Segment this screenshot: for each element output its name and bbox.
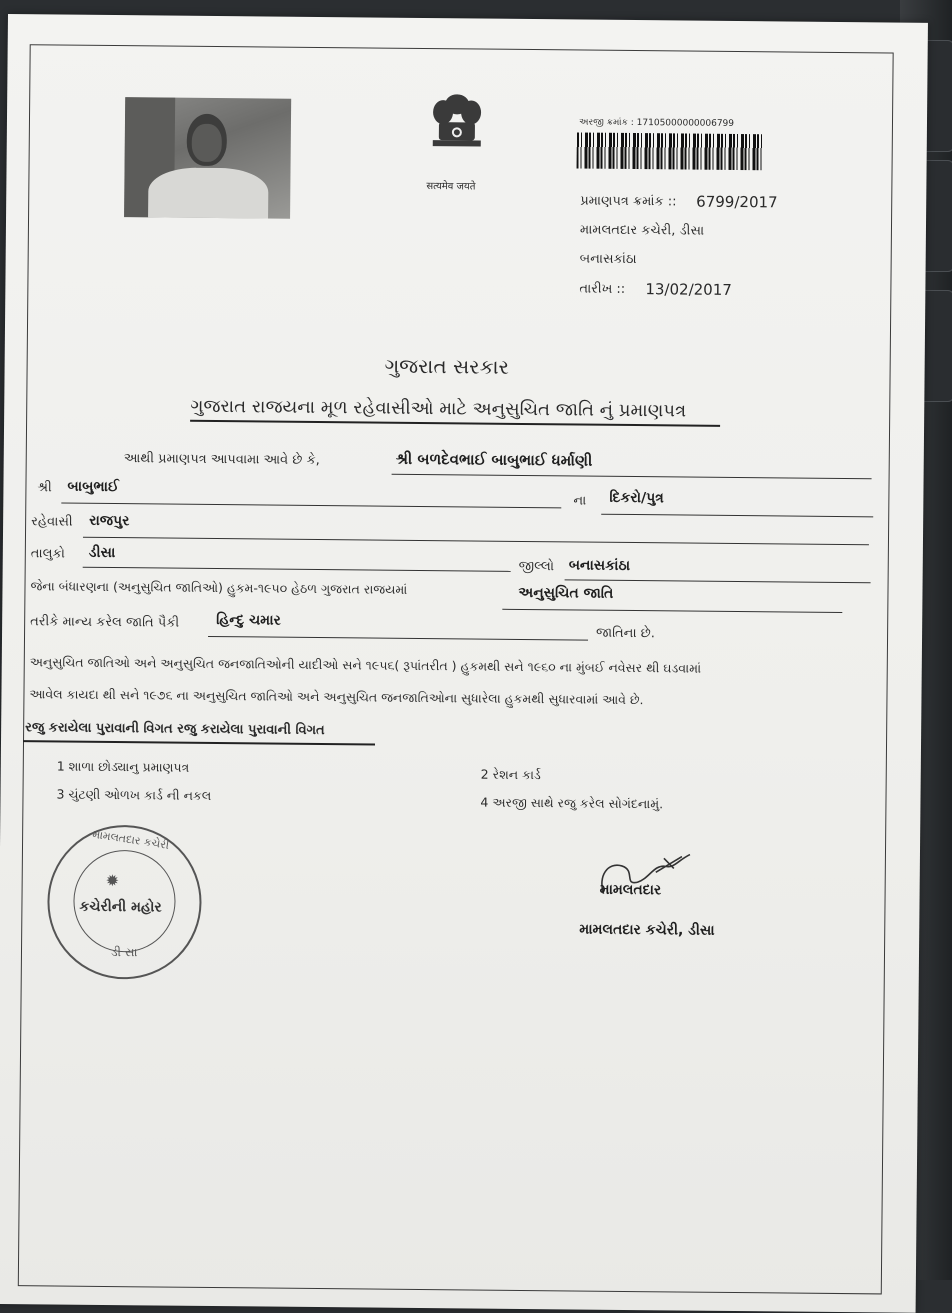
signature-office: મામલતદાર કચેરી, ડીસા	[579, 921, 715, 939]
evidence-item: 4 અરજી સાથે રજુ કરેલ સોગંદનામું.	[480, 794, 664, 812]
applicant-photo	[124, 97, 291, 219]
paragraph-line-2: આવેલ કાયદા થી સને ૧૯૭૬ ના અનુસુચિત જાતિઓ અને અનુસુચિત જનજાતિઓના સુધારેલા હુકમથી સુધારવામાં આવે છે.	[29, 686, 644, 708]
order-text: જેના બંધારણના (અનુસુચિત જાતિઓ) હુકમ-૧૯૫૦ હેઠળ ગુજરાત રાજયમાં	[30, 578, 408, 597]
intro-text: આથી પ્રમાણપત્ર આપવામા આવે છે કે,	[123, 451, 320, 469]
header-district: બનાસકાંઠા	[579, 251, 637, 268]
district-label: જીલ્લો	[518, 558, 555, 575]
order-value: અનુસુચિત જાતિ	[518, 584, 614, 602]
certificate-title: ગુજરાત રાજયના મૂળ રહેવાસીઓ માટે અનુસુચિત જાતિ નું પ્રમાણપત્ર	[190, 395, 687, 422]
evidence-item: 3 ચુંટણી ઓળખ કાર્ડ ની નકલ	[56, 786, 212, 803]
emblem-motto: सत्यमेव जयते	[426, 181, 476, 193]
resident-label: રહેવાસી	[31, 514, 73, 530]
office-name: મામલતદાર કચેરી, ડીસા	[579, 222, 705, 239]
caste-value: હિન્દુ ચમાર	[216, 612, 281, 629]
certificate-no-label: પ્રમાણપત્ર ક્રમાંક ::	[580, 193, 677, 210]
recognized-label: તરીકે માન્ય કરેલ જાતિ પૈકી	[30, 614, 180, 631]
father-label: શ્રી	[37, 480, 52, 496]
government-title: ગુજરાત સરકાર	[384, 353, 510, 379]
certificate-no: 6799/2017	[696, 192, 778, 212]
relation-label: ના	[573, 493, 587, 509]
national-emblem-icon	[420, 88, 493, 175]
seal-center-text: કચેરીની મહોર	[79, 898, 162, 916]
applicant-name: શ્રી બળદેવભાઈ બાબુભાઈ ધર્માણી	[395, 449, 593, 470]
signature-title: મામલતદાર	[599, 881, 662, 899]
issue-date: 13/02/2017	[645, 280, 732, 299]
taluka-label: તાલુકો	[30, 546, 65, 562]
evidence-item: 1 શાળા છોડ્યાનુ પ્રમાણપત્ર	[56, 758, 190, 775]
taluka-value: ડીસા	[88, 544, 116, 562]
seal-ring-text: મામલતદાર કચેરી	[91, 827, 170, 852]
barcode	[577, 132, 763, 170]
father-name: બાબુભાઈ	[67, 478, 119, 496]
certificate-paper	[0, 14, 928, 1313]
date-label: તારીખ ::	[579, 281, 626, 297]
barcode-label: અરજી ક્રમાંક : 17105000000006799	[578, 117, 735, 129]
evidence-heading: રજુ કરાયેલા પુરાવાની વિગત રજુ કરાયેલા પુરાવાની વિગત	[25, 720, 325, 739]
evidence-item: 2 રેશન કાર્ડ	[480, 766, 541, 783]
resident-value: રાજપુર	[89, 512, 130, 530]
caste-suffix: જાતિના છે.	[596, 625, 655, 642]
district-value: બનાસકાંઠા	[568, 557, 631, 574]
seal-bottom-text: ડી સા	[110, 945, 138, 960]
seal-emblem-icon: ✹	[105, 870, 120, 891]
relation-value: દિકરો/પુત્ર	[609, 489, 664, 507]
paragraph-line-1: અનુસુચિત જાતિઓ અને અનુસુચિત જનજાતિઓની યાદીઓ સને ૧૯૫૬( રૂપાંતરીત ) હુકમથી સને ૧૯૬૦ ના મુંબઈ નવેસર થી ઘડવામાં	[29, 654, 702, 676]
